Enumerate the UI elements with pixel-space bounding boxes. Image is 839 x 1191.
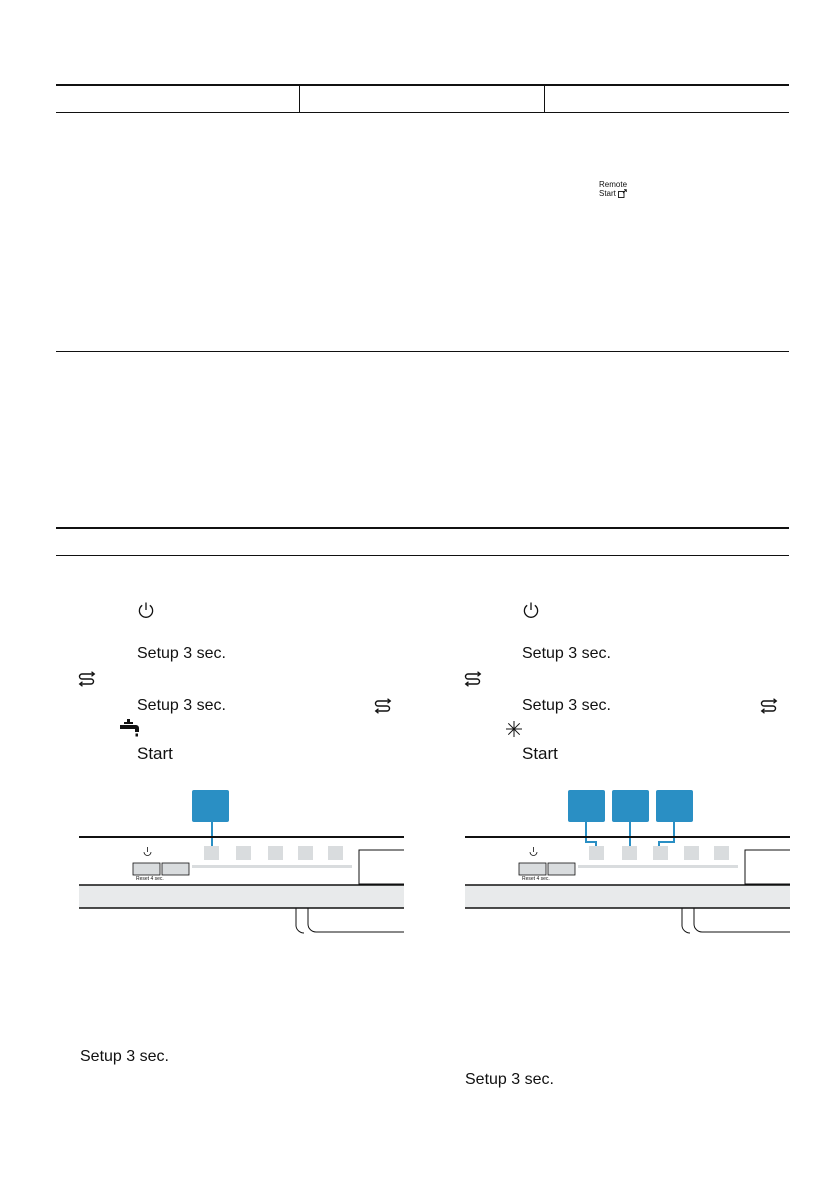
panel-reset-label: Reset 4 sec. (136, 876, 164, 882)
panel-reset-label: Reset 4 sec. (522, 876, 550, 882)
footer-setup: Setup 3 sec. (465, 1071, 554, 1088)
section-header-rule (56, 555, 789, 556)
control-panel-illustration (79, 790, 404, 936)
cycle-icon-2 (374, 698, 392, 714)
table-header-rule (56, 112, 789, 113)
cycle-icon-2 (760, 698, 778, 714)
section-top-rule (56, 527, 789, 529)
column-separator-2 (544, 84, 545, 112)
power-icon (137, 601, 155, 619)
setup-step-2: Setup 3 sec. (137, 697, 226, 714)
sparkle-icon (505, 720, 523, 738)
setup-step-1: Setup 3 sec. (522, 645, 611, 662)
table-top-rule (56, 84, 789, 86)
power-icon (522, 601, 540, 619)
remote-start-label (599, 180, 627, 198)
cycle-icon (78, 671, 96, 687)
tap-icon (119, 719, 141, 737)
start-label: Start (522, 744, 558, 763)
setup-step-1: Setup 3 sec. (137, 645, 226, 662)
remote-start-icon (618, 189, 627, 198)
remote-start-line2: Start (599, 189, 616, 198)
table-row-rule (56, 351, 789, 352)
footer-setup: Setup 3 sec. (80, 1048, 169, 1065)
remote-start-line1: Remote (599, 180, 628, 189)
start-label: Start (137, 744, 173, 763)
setup-step-2: Setup 3 sec. (522, 697, 611, 714)
column-separator-1 (299, 84, 300, 112)
cycle-icon (464, 671, 482, 687)
control-panel-illustration (465, 790, 790, 936)
